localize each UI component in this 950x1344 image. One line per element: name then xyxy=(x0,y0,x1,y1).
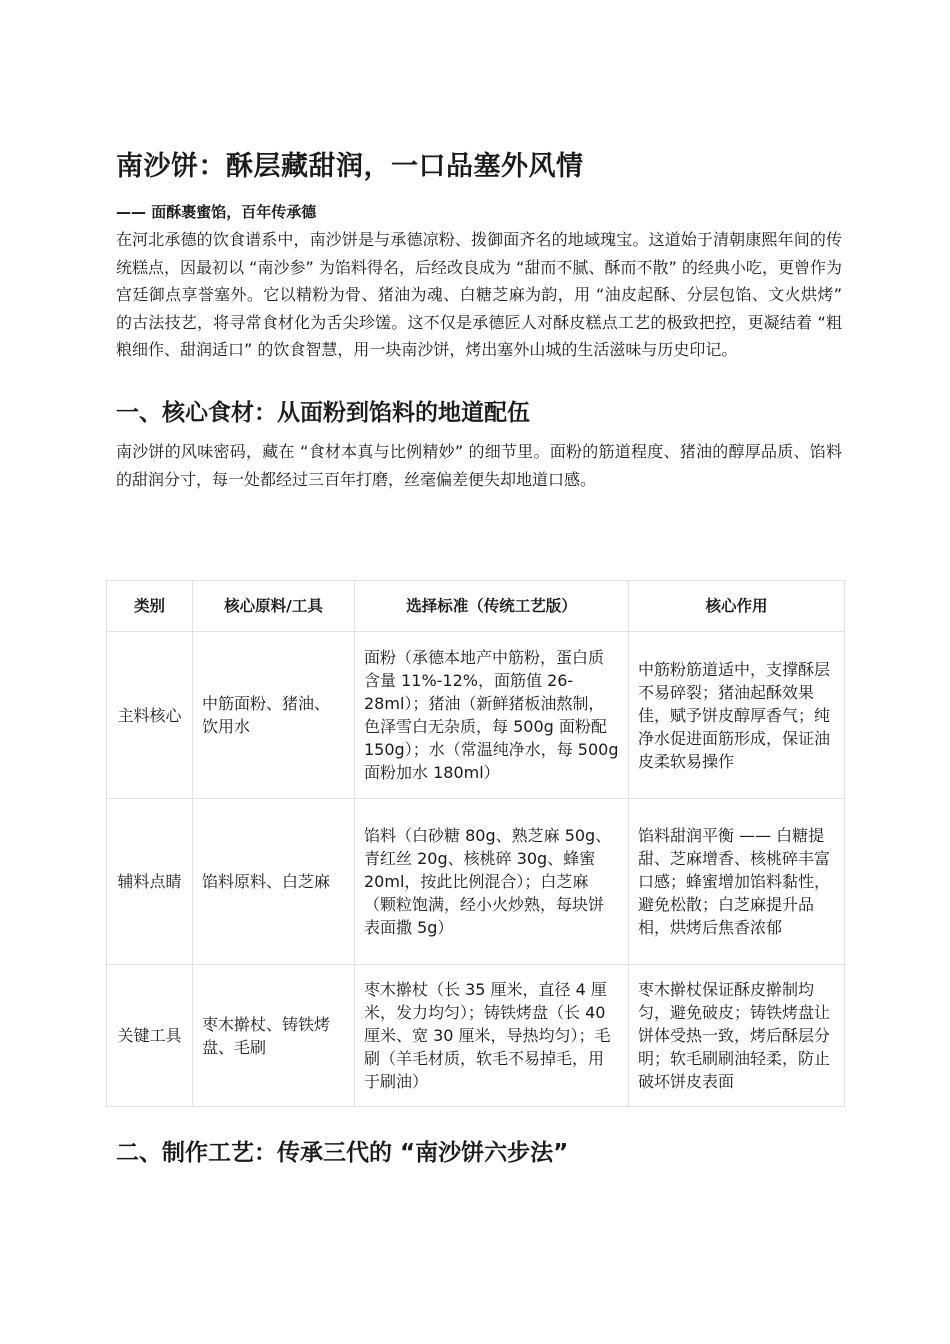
header-category: 类别 xyxy=(107,581,193,632)
page-title: 南沙饼：酥层藏甜润，一口品塞外风情 xyxy=(116,151,584,182)
cell-role: 馅料甜润平衡 —— 白糖提甜、芝麻增香、核桃碎丰富口感；蜂蜜增加馅料黏性，避免松散；白芝麻提升品相，烘烤后焦香浓郁 xyxy=(629,799,845,965)
article xyxy=(116,150,842,493)
cell-material: 馅料原料、白芝麻 xyxy=(193,799,355,965)
cell-standard: 面粉（承德本地产中筋粉，蛋白质含量 11%-12%，面筋值 26-28ml）；猪油（新鲜猪板油熬制，色泽雪白无杂质，每 500g 面粉配 150g）；水（常温纯净水，每 500g 面粉加水 180ml） xyxy=(355,632,629,799)
table-row xyxy=(107,799,845,965)
cell-standard: 枣木擀杖（长 35 厘米，直径 4 厘米，发力均匀）；铸铁烤盘（长 40 厘米、宽 30 厘米，导热均匀）；毛刷（羊毛材质，软毛不易掉毛，用于刷油） xyxy=(355,965,629,1107)
cell-category: 关键工具 xyxy=(107,965,193,1107)
section-1-paragraph: 南沙饼的风味密码，藏在 “食材本真与比例精妙” 的细节里。面粉的筋道程度、猪油的醇厚品质、馅料的甜润分寸，每一处都经过三百年打磨，丝毫偏差便失却地道口感。 xyxy=(116,441,842,489)
header-role: 核心作用 xyxy=(629,581,845,632)
intro-paragraph: 在河北承德的饮食谱系中，南沙饼是与承德凉粉、拨御面齐名的地域瑰宝。这道始于清朝康熙年间的传统糕点，因最初以 “南沙参” 为馅料得名，后经改良成为 “甜而不腻、酥而不散” 的经典小吃，更曾作为宫廷御点享誉塞外。它以精粉为骨、猪油为魂、白糖芝麻为韵，用 “油皮起酥、分层包馅、文火烘烤” 的古法技艺，将寻常食材化为舌尖珍馐。这不仅是承德匠人对酥皮糕点工艺的极致把控，更凝结着 “粗粮细作、甜润适口” 的饮食智慧，用一块南沙饼，烤出塞外山城的生活滋味与历史印记。 xyxy=(116,230,842,360)
header-material: 核心原料/工具 xyxy=(193,581,355,632)
cell-role: 枣木擀杖保证酥皮擀制均匀，避免破皮；铸铁烤盘让饼体受热一致，烤后酥层分明；软毛刷刷油轻柔，防止破坏饼皮表面 xyxy=(629,965,845,1107)
cell-role: 中筋粉筋道适中，支撑酥层不易碎裂；猪油起酥效果佳，赋予饼皮醇厚香气；纯净水促进面筋形成，保证油皮柔软易操作 xyxy=(629,632,845,799)
cell-category: 辅料点睛 xyxy=(107,799,193,965)
header-standard: 选择标准（传统工艺版） xyxy=(355,581,629,632)
table-row xyxy=(107,965,845,1107)
section-1-heading: 一、核心食材：从面粉到馅料的地道配伍 xyxy=(116,399,530,426)
subtitle: —— 面酥裹蜜馅，百年传承德 xyxy=(116,203,317,221)
table-header-row xyxy=(107,581,845,632)
ingredients-table xyxy=(106,580,845,1107)
table-row xyxy=(107,632,845,799)
cell-standard: 馅料（白砂糖 80g、熟芝麻 50g、青红丝 20g、核桃碎 30g、蜂蜜 20ml，按此比例混合）；白芝麻（颗粒饱满，经小火炒熟，每块饼表面撒 5g） xyxy=(355,799,629,965)
cell-category: 主料核心 xyxy=(107,632,193,799)
cell-material: 中筋面粉、猪油、饮用水 xyxy=(193,632,355,799)
section-2-heading: 二、制作工艺：传承三代的 “南沙饼六步法” xyxy=(116,1140,569,1166)
ingredients-table-container xyxy=(106,580,844,1107)
cell-material: 枣木擀杖、铸铁烤盘、毛刷 xyxy=(193,965,355,1107)
